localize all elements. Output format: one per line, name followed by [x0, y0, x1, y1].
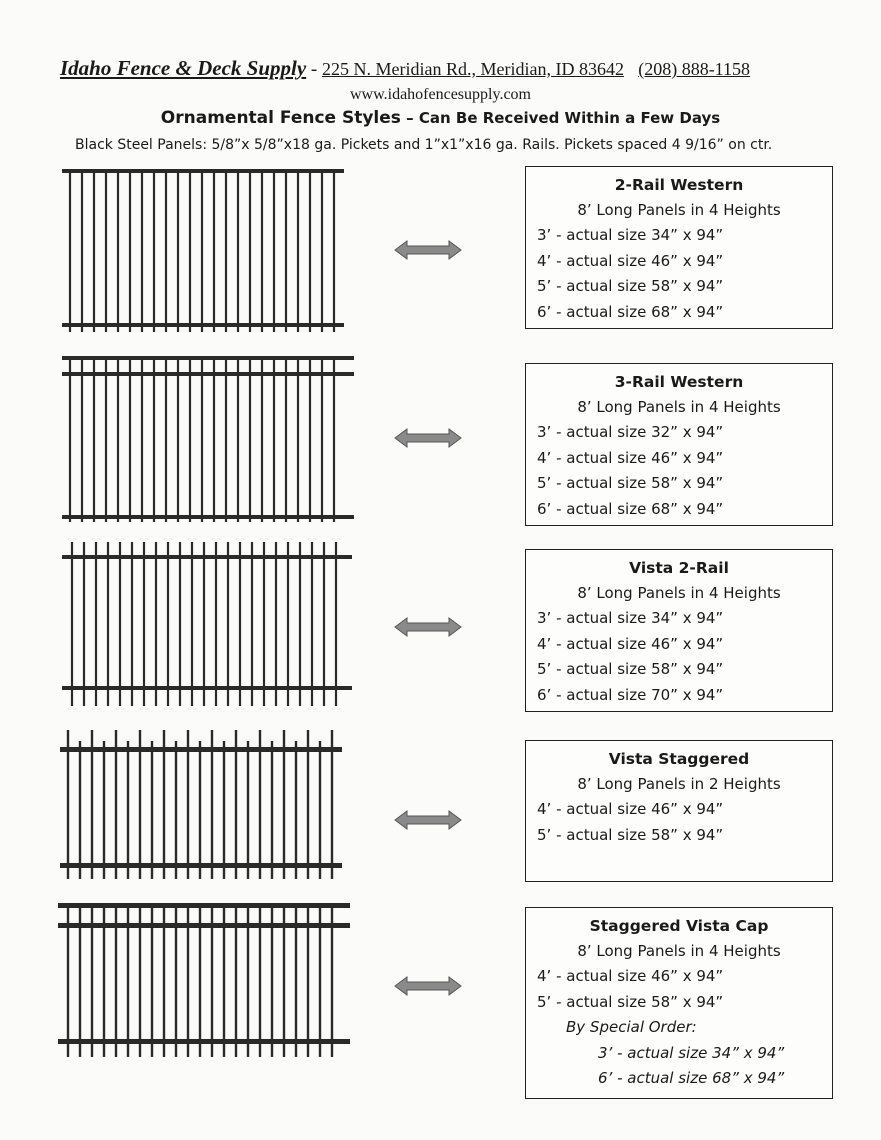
fence-2-rail-western-illustration [58, 160, 348, 340]
title-sub: – Can Be Received Within a Few Days [400, 109, 721, 127]
size-line: 4’ - actual size 46” x 94” [537, 967, 724, 985]
size-line: 5’ - actual size 58” x 94” [537, 474, 724, 492]
size-line: 6’ - actual size 70” x 94” [537, 685, 724, 704]
fence-vista-2-rail-illustration [58, 540, 358, 715]
website-url: www.idahofencesupply.com [350, 86, 531, 103]
style-name: Vista 2-Rail [629, 559, 729, 577]
special-order-label: By Special Order: [566, 1018, 697, 1036]
double-arrow-icon [393, 808, 463, 832]
style-subtitle: 8’ Long Panels in 2 Heights [577, 775, 781, 793]
size-line: 6’ - actual size 68” x 94” [537, 302, 724, 321]
style-box-3-rail-western [525, 363, 833, 526]
style-name: Vista Staggered [608, 750, 750, 768]
style-name: 2-Rail Western [614, 176, 744, 194]
style-subtitle: 8’ Long Panels in 4 Heights [577, 201, 781, 219]
title-main: Ornamental Fence Styles [160, 108, 401, 128]
size-line: 4’ - actual size 46” x 94” [537, 448, 724, 467]
special-order-size: 6’ - actual size 68” x 94” [598, 1069, 785, 1087]
header-line [60, 56, 850, 81]
business-name: Idaho Fence & Deck Supply [60, 56, 307, 80]
style-box-vista-staggered [525, 740, 833, 882]
size-line: 3’ - actual size 32” x 94” [537, 423, 724, 441]
size-line: 4’ - actual size 46” x 94” [537, 800, 724, 818]
size-line: 6’ - actual size 68” x 94” [537, 499, 724, 518]
style-subtitle: 8’ Long Panels in 4 Heights [577, 398, 781, 416]
style-box-vista-2-rail [525, 549, 833, 712]
style-subtitle: 8’ Long Panels in 4 Heights [577, 584, 781, 602]
size-line: 4’ - actual size 46” x 94” [537, 251, 724, 270]
business-address: 225 N. Meridian Rd., Meridian, ID 83642 [321, 59, 624, 79]
business-phone: (208) 888-1158 [638, 59, 751, 79]
fence-staggered-vista-cap-illustration [56, 897, 356, 1067]
size-line: 3’ - actual size 34” x 94” [537, 226, 724, 244]
style-name: 3-Rail Western [614, 373, 744, 391]
size-line: 5’ - actual size 58” x 94” [537, 992, 724, 1011]
size-line: 4’ - actual size 46” x 94” [537, 634, 724, 653]
style-box-staggered-vista-cap [525, 907, 833, 1099]
fence-vista-staggered-illustration [56, 727, 356, 887]
page-title [0, 108, 881, 128]
header-separator: - [306, 59, 322, 80]
style-subtitle: 8’ Long Panels in 4 Heights [577, 942, 781, 960]
special-order-size: 3’ - actual size 34” x 94” [598, 1043, 785, 1062]
spec-line: Black Steel Panels: 5/8”x 5/8”x18 ga. Pickets and 1”x1”x16 ga. Rails. Pickets spaced 4 9/16” on ctr. [75, 137, 773, 153]
style-name: Staggered Vista Cap [589, 917, 769, 935]
style-box-2-rail-western [525, 166, 833, 329]
size-line: 5’ - actual size 58” x 94” [537, 277, 724, 295]
double-arrow-icon [393, 615, 463, 639]
fence-3-rail-western-illustration [58, 350, 358, 530]
double-arrow-icon [393, 238, 463, 262]
double-arrow-icon [393, 974, 463, 998]
size-line: 5’ - actual size 58” x 94” [537, 660, 724, 678]
double-arrow-icon [393, 426, 463, 450]
size-line: 5’ - actual size 58” x 94” [537, 825, 724, 844]
size-line: 3’ - actual size 34” x 94” [537, 609, 724, 627]
